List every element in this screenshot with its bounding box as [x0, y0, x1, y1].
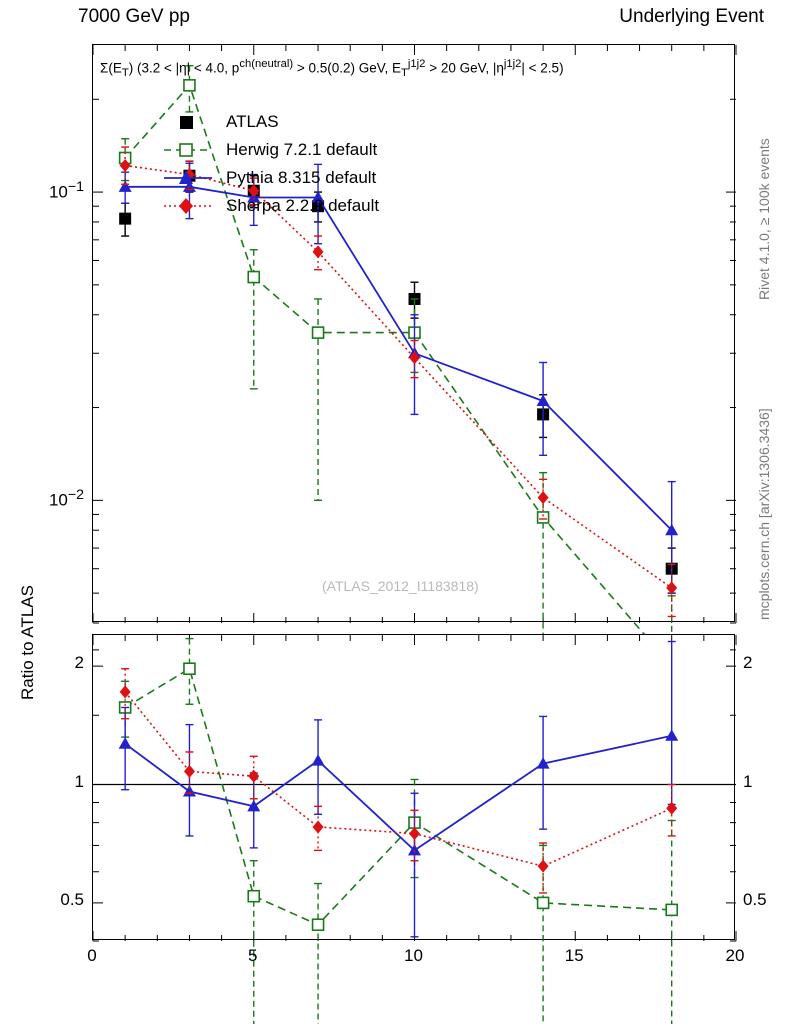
ratio-plot-canvas — [93, 635, 736, 941]
axis-tick-label: 10 — [404, 946, 423, 965]
legend — [162, 108, 379, 220]
axis-tick-label: 5 — [248, 946, 258, 965]
ratio-plot-frame — [92, 634, 735, 940]
plot-caption: $\Sigma(E_T) (3.2 < |\eta| < 4.0$, $p^{ch(neutral)} > 0.5(0.2)$ GeV, $E_T^{j1j2} > 20$ GeV, $|\eta^{j1j2}| < 2.5$) — [100, 58, 564, 80]
legend-item — [162, 136, 379, 164]
arxiv-reference-label: mcplots.cern.ch [arXiv:1306.3436] — [756, 408, 772, 620]
legend-item — [162, 192, 379, 220]
ratio-axis-label: Ratio to ATLAS — [18, 585, 37, 700]
rivet-version-label: Rivet 4.1.0, ≥ 100k events — [756, 138, 772, 300]
axis-tick-label: 1 — [743, 771, 753, 791]
axis-tick-label: 2 — [743, 653, 753, 673]
axis-tick-label: $10^{-1}$ — [48, 179, 84, 202]
axis-tick-label: $10^{-2}$ — [48, 487, 84, 510]
axis-tick-label: 0 — [87, 946, 97, 965]
header-right-label: Underlying Event — [619, 6, 764, 27]
legend-marker-herwig — [162, 139, 218, 161]
legend-marker-sherpa — [162, 195, 218, 217]
axis-tick-label: 20 — [725, 946, 745, 965]
legend-marker-atlas — [162, 111, 218, 133]
legend-item — [162, 108, 379, 136]
axis-tick-label: 1 — [74, 771, 84, 791]
dataset-watermark: (ATLAS_2012_I1183818) — [322, 578, 479, 594]
header-left-label: 7000 GeV pp — [78, 6, 190, 27]
axis-tick-label: 15 — [564, 946, 584, 965]
axis-tick-label: 0.5 — [60, 889, 84, 909]
legend-label-atlas: ATLAS — [226, 112, 279, 131]
legend-label-herwig: Herwig 7.2.1 default — [226, 140, 378, 159]
legend-label-sherpa: Sherpa 2.2.9 default — [226, 196, 380, 215]
legend-marker-pythia — [162, 167, 218, 189]
legend-label-pythia: Pythia 8.315 default — [226, 168, 377, 187]
legend-item — [162, 164, 379, 192]
axis-tick-label: 0.5 — [743, 889, 767, 909]
axis-tick-label: 2 — [74, 653, 84, 673]
